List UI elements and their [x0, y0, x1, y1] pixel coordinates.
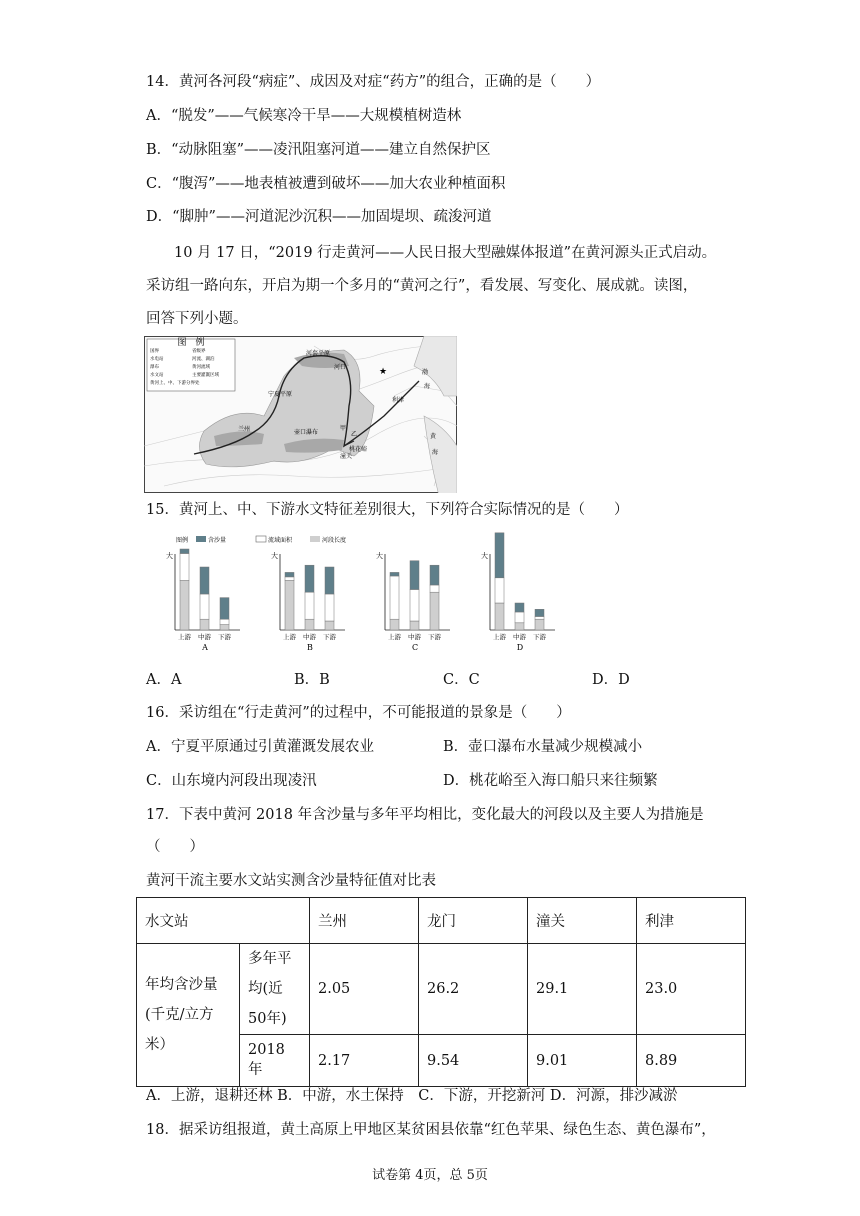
yellow-river-map: [144, 336, 457, 493]
bar-segment: [535, 617, 544, 620]
table-cell: 26.2: [419, 944, 528, 1035]
bar-segment: [180, 554, 189, 581]
bar-segment: [285, 581, 294, 631]
x-tick-label: 下游: [218, 633, 231, 641]
table-cell: 29.1: [528, 944, 637, 1035]
table-cell: 8.89: [637, 1035, 746, 1087]
bar-segment: [515, 623, 524, 630]
legend-swatch-length: [310, 536, 320, 542]
x-tick-label: 上游: [493, 633, 506, 641]
map-label: 乙: [351, 431, 358, 438]
q15-option-a: A．A: [146, 672, 182, 688]
bar-segment: [305, 592, 314, 619]
y-axis-label: 大: [166, 552, 173, 560]
table-cell: 2.17: [310, 1035, 419, 1087]
bar-segment: [515, 612, 524, 623]
bar-segment: [495, 603, 504, 630]
bar-segment: [430, 585, 439, 592]
map-label: 利津: [392, 397, 405, 404]
q14-option-d: D．“脚肿”——河道泥沙沉积——加固堤坝、疏浚河道: [146, 209, 492, 225]
legend-item-area: 流域面积: [268, 537, 293, 544]
legend-item-length: 河段长度: [322, 537, 347, 544]
table-cell: 2.05: [310, 944, 419, 1035]
bar-segment: [285, 577, 294, 581]
table-cell: 9.01: [528, 1035, 637, 1087]
q18-stem: 18．据采访组报道，黄土高原上甲地区某贫困县依靠“红色苹果、绿色生态、黄色瀑布”，: [146, 1122, 716, 1138]
q14-option-a: A．“脱发”——气候寒冷干旱——大规模植树造林: [146, 108, 462, 124]
bar-segment: [325, 621, 334, 630]
table-header: 利津: [637, 898, 746, 944]
q15-stem: 15．黄河上、中、下游水文特征差别很大，下列符合实际情况的是（ ）: [146, 502, 629, 518]
bar-segment: [390, 576, 399, 619]
q17-options: A．上游，退耕还林 B．中游，水土保持 C．下游，开挖新河 D．河源，排沙减淤: [146, 1088, 678, 1104]
map-legend-item: 主要灌溉区域: [192, 373, 219, 378]
table-header: 兰州: [310, 898, 419, 944]
x-tick-label: 上游: [178, 633, 191, 641]
map-label: 潼关: [340, 453, 353, 460]
q16-option-a: A．宁夏平原通过引黄灌溉发展农业: [146, 739, 374, 755]
bar-segment: [180, 549, 189, 554]
bar-segment: [495, 578, 504, 603]
row-label-cell: [137, 944, 240, 1087]
bar-segment: [285, 572, 294, 577]
map-label: 兰州: [238, 426, 251, 433]
bar-segment: [535, 609, 544, 616]
bar-segment: [430, 565, 439, 585]
avg-label-cell: [240, 944, 310, 1035]
bar-segment: [200, 594, 209, 619]
bar-segment: [200, 619, 209, 630]
passage-line-2: 采访组一路向东，开启为期一个多月的“黄河之行”，看发展、写变化、展成就。读图，: [146, 278, 698, 294]
table-title: 黄河干流主要水文站实测含沙量特征值对比表: [146, 873, 436, 889]
q14-option-c: C．“腹泻”——地表植被遭到破坏——加大农业种植面积: [146, 176, 506, 192]
map-label: 壶口瀑布: [294, 429, 319, 436]
map-legend-item: 瀑布: [150, 365, 159, 370]
bar-segment: [200, 567, 209, 594]
bar-segment: [410, 561, 419, 590]
bar-segment: [220, 625, 229, 630]
bar-segment: [220, 619, 229, 624]
chart-name: D: [516, 643, 524, 652]
q14-option-b: B．“动脉阻塞”——凌汛阻塞河道——建立自然保护区: [146, 142, 491, 158]
map-legend-item: 河流、湖泊: [192, 357, 215, 362]
q15-option-b: B．B: [294, 672, 330, 688]
map-legend-item: 省级界: [192, 349, 206, 354]
map-label: 宁夏平原: [268, 391, 293, 398]
x-tick-label: 下游: [428, 633, 441, 641]
map-legend-item: 水文站: [150, 373, 164, 378]
chart-name: A: [202, 643, 208, 652]
bar-segment: [430, 592, 439, 630]
x-tick-label: 中游: [198, 633, 211, 641]
map-label: 海: [432, 449, 439, 456]
bar-segment: [390, 619, 399, 630]
y-axis-label: 大: [271, 552, 278, 560]
q16-option-b: B．壶口瀑布水量减少规模减小: [443, 739, 643, 755]
year-label-cell: 2018 年: [240, 1035, 310, 1087]
x-tick-label: 下游: [323, 633, 336, 641]
bar-segment: [180, 581, 189, 631]
bar-segment: [325, 594, 334, 621]
map-legend-title: 图 例: [177, 338, 205, 348]
row-label-line: 米）: [145, 1037, 174, 1053]
bar-segment: [305, 619, 314, 630]
table-cell: 9.54: [419, 1035, 528, 1087]
x-tick-label: 中游: [303, 633, 316, 641]
q17-stem-blank: （ ）: [146, 839, 204, 855]
page-footer: 试卷第 4页，总 5页: [372, 1168, 488, 1183]
q16-option-c: C．山东境内河段出现凌汛: [146, 773, 317, 789]
avg-label-line: 多年平均(近: [248, 951, 292, 997]
x-tick-label: 中游: [408, 633, 421, 641]
table-cell: 23.0: [637, 944, 746, 1035]
bar-segment: [305, 565, 314, 592]
map-label: 黄: [430, 433, 437, 440]
y-axis-label: 大: [481, 552, 488, 560]
q16-stem: 16．采访组在“行走黄河”的过程中，不可能报道的景象是（ ）: [146, 705, 571, 721]
bar-segment: [515, 603, 524, 612]
passage-line-3: 回答下列小题。: [146, 311, 248, 327]
table-header: 水文站: [137, 898, 310, 944]
table-header: 龙门: [419, 898, 528, 944]
bar-segment: [390, 572, 399, 576]
q15-option-c: C．C: [443, 672, 480, 688]
map-label: 河口: [334, 364, 347, 371]
table-header: 潼关: [528, 898, 637, 944]
bar-segment: [410, 590, 419, 622]
bar-segment: [220, 598, 229, 620]
passage-line-1: 10 月 17 日，“2019 行走黄河——人民日报大型融媒体报道”在黄河源头正式启动。: [174, 245, 717, 261]
row-label-line: 年均含沙量: [145, 977, 218, 993]
q14-stem: 14．黄河各河段“病症”、成因及对症“药方”的组合，正确的是（ ）: [146, 74, 601, 90]
map-label: 渤: [422, 369, 429, 376]
map-label: 海: [424, 383, 431, 390]
bar-segment: [535, 619, 544, 630]
bar-segment: [410, 621, 419, 630]
x-tick-label: 上游: [388, 633, 401, 641]
x-tick-label: 中游: [513, 633, 526, 641]
chart-legend-label: 图例: [176, 537, 189, 544]
q16-option-d: D．桃花峪至入海口船只来往频繁: [443, 773, 658, 789]
y-axis-label: 大: [376, 552, 383, 560]
sediment-table: [136, 897, 746, 1087]
map-legend-item: 黄河上、中、下游分界处: [150, 381, 200, 386]
q15-charts: [160, 530, 580, 656]
legend-item-sediment: 含沙量: [208, 537, 227, 544]
q15-option-d: D．D: [592, 672, 630, 688]
legend-swatch-area: [256, 536, 266, 542]
row-label-line: (千克/立方: [145, 1007, 214, 1023]
map-label: 桃花峪: [349, 446, 368, 453]
map-label: 甲: [340, 425, 347, 432]
chart-name: B: [307, 643, 313, 652]
avg-label-line: 50年): [248, 1011, 287, 1027]
x-tick-label: 上游: [283, 633, 296, 641]
chart-name: C: [411, 643, 419, 652]
map-legend-item: 国界: [150, 349, 159, 354]
map-legend-item: 黄河流域: [192, 365, 210, 370]
map-label: 河套平原: [306, 350, 331, 357]
bar-segment: [495, 533, 504, 578]
map-legend-item: 水电站: [150, 357, 164, 362]
x-tick-label: 下游: [533, 633, 546, 641]
q17-stem: 17．下表中黄河 2018 年含沙量与多年平均相比，变化最大的河段以及主要人为措施是: [146, 807, 704, 823]
capital-star-icon: ★: [379, 367, 388, 377]
bar-segment: [325, 567, 334, 594]
legend-swatch-sediment: [196, 536, 206, 542]
